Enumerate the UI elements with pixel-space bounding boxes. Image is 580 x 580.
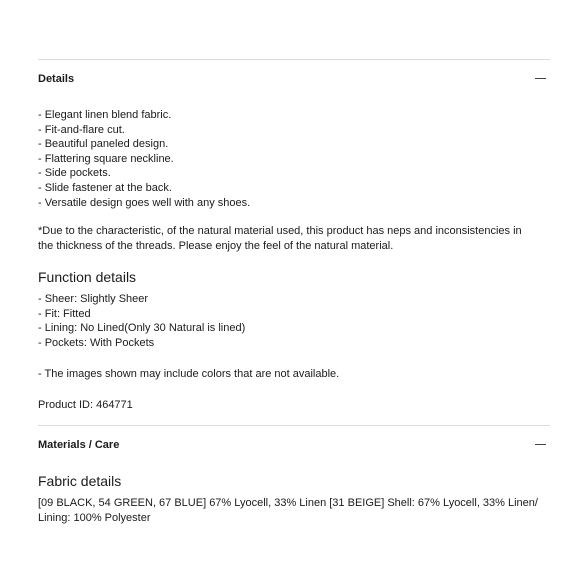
function-details-heading: Function details bbox=[38, 269, 137, 285]
material-note: *Due to the characteristic, of the natural material used, this product has neps and inconsistencies in the thickness of the threads. Please enjoy the feel of the natural material. bbox=[38, 225, 522, 252]
materials-care-accordion-header[interactable] bbox=[38, 434, 550, 456]
fabric-details-heading: Fabric details bbox=[38, 473, 122, 489]
fabric-details-text: [09 BLACK, 54 GREEN, 67 BLUE] 67% Lyocell, 33% Linen [31 BEIGE] Shell: 67% Lyocell, 33% Linen/ Lining: 100% Polyester bbox=[38, 497, 538, 524]
images-note: - The images shown may include colors that are not available. bbox=[38, 368, 340, 380]
list-item: - Slide fastener at the back. bbox=[38, 181, 172, 194]
minus-icon[interactable] bbox=[535, 68, 546, 90]
details-title: Details bbox=[38, 73, 75, 85]
list-item: - Versatile design goes well with any shoes. bbox=[38, 196, 251, 209]
details-bullet-list bbox=[38, 108, 550, 210]
function-details-list bbox=[38, 292, 550, 350]
list-item: - Lining: No Lined(Only 30 Natural is lined) bbox=[38, 322, 246, 335]
materials-care-title: Materials / Care bbox=[38, 439, 120, 451]
list-item: - Fit: Fitted bbox=[38, 307, 91, 320]
list-item: - Sheer: Slightly Sheer bbox=[38, 293, 149, 305]
list-item: - Side pockets. bbox=[38, 167, 111, 180]
divider bbox=[38, 425, 550, 426]
list-item: - Flattering square neckline. bbox=[38, 152, 174, 165]
product-id: Product ID: 464771 bbox=[38, 399, 133, 411]
details-accordion-header[interactable] bbox=[38, 68, 550, 90]
list-item: - Beautiful paneled design. bbox=[38, 138, 169, 151]
divider bbox=[38, 59, 550, 60]
list-item: - Pockets: With Pockets bbox=[38, 336, 155, 349]
list-item: - Elegant linen blend fabric. bbox=[38, 109, 172, 121]
list-item: - Fit-and-flare cut. bbox=[38, 123, 125, 136]
minus-icon[interactable] bbox=[535, 434, 546, 456]
